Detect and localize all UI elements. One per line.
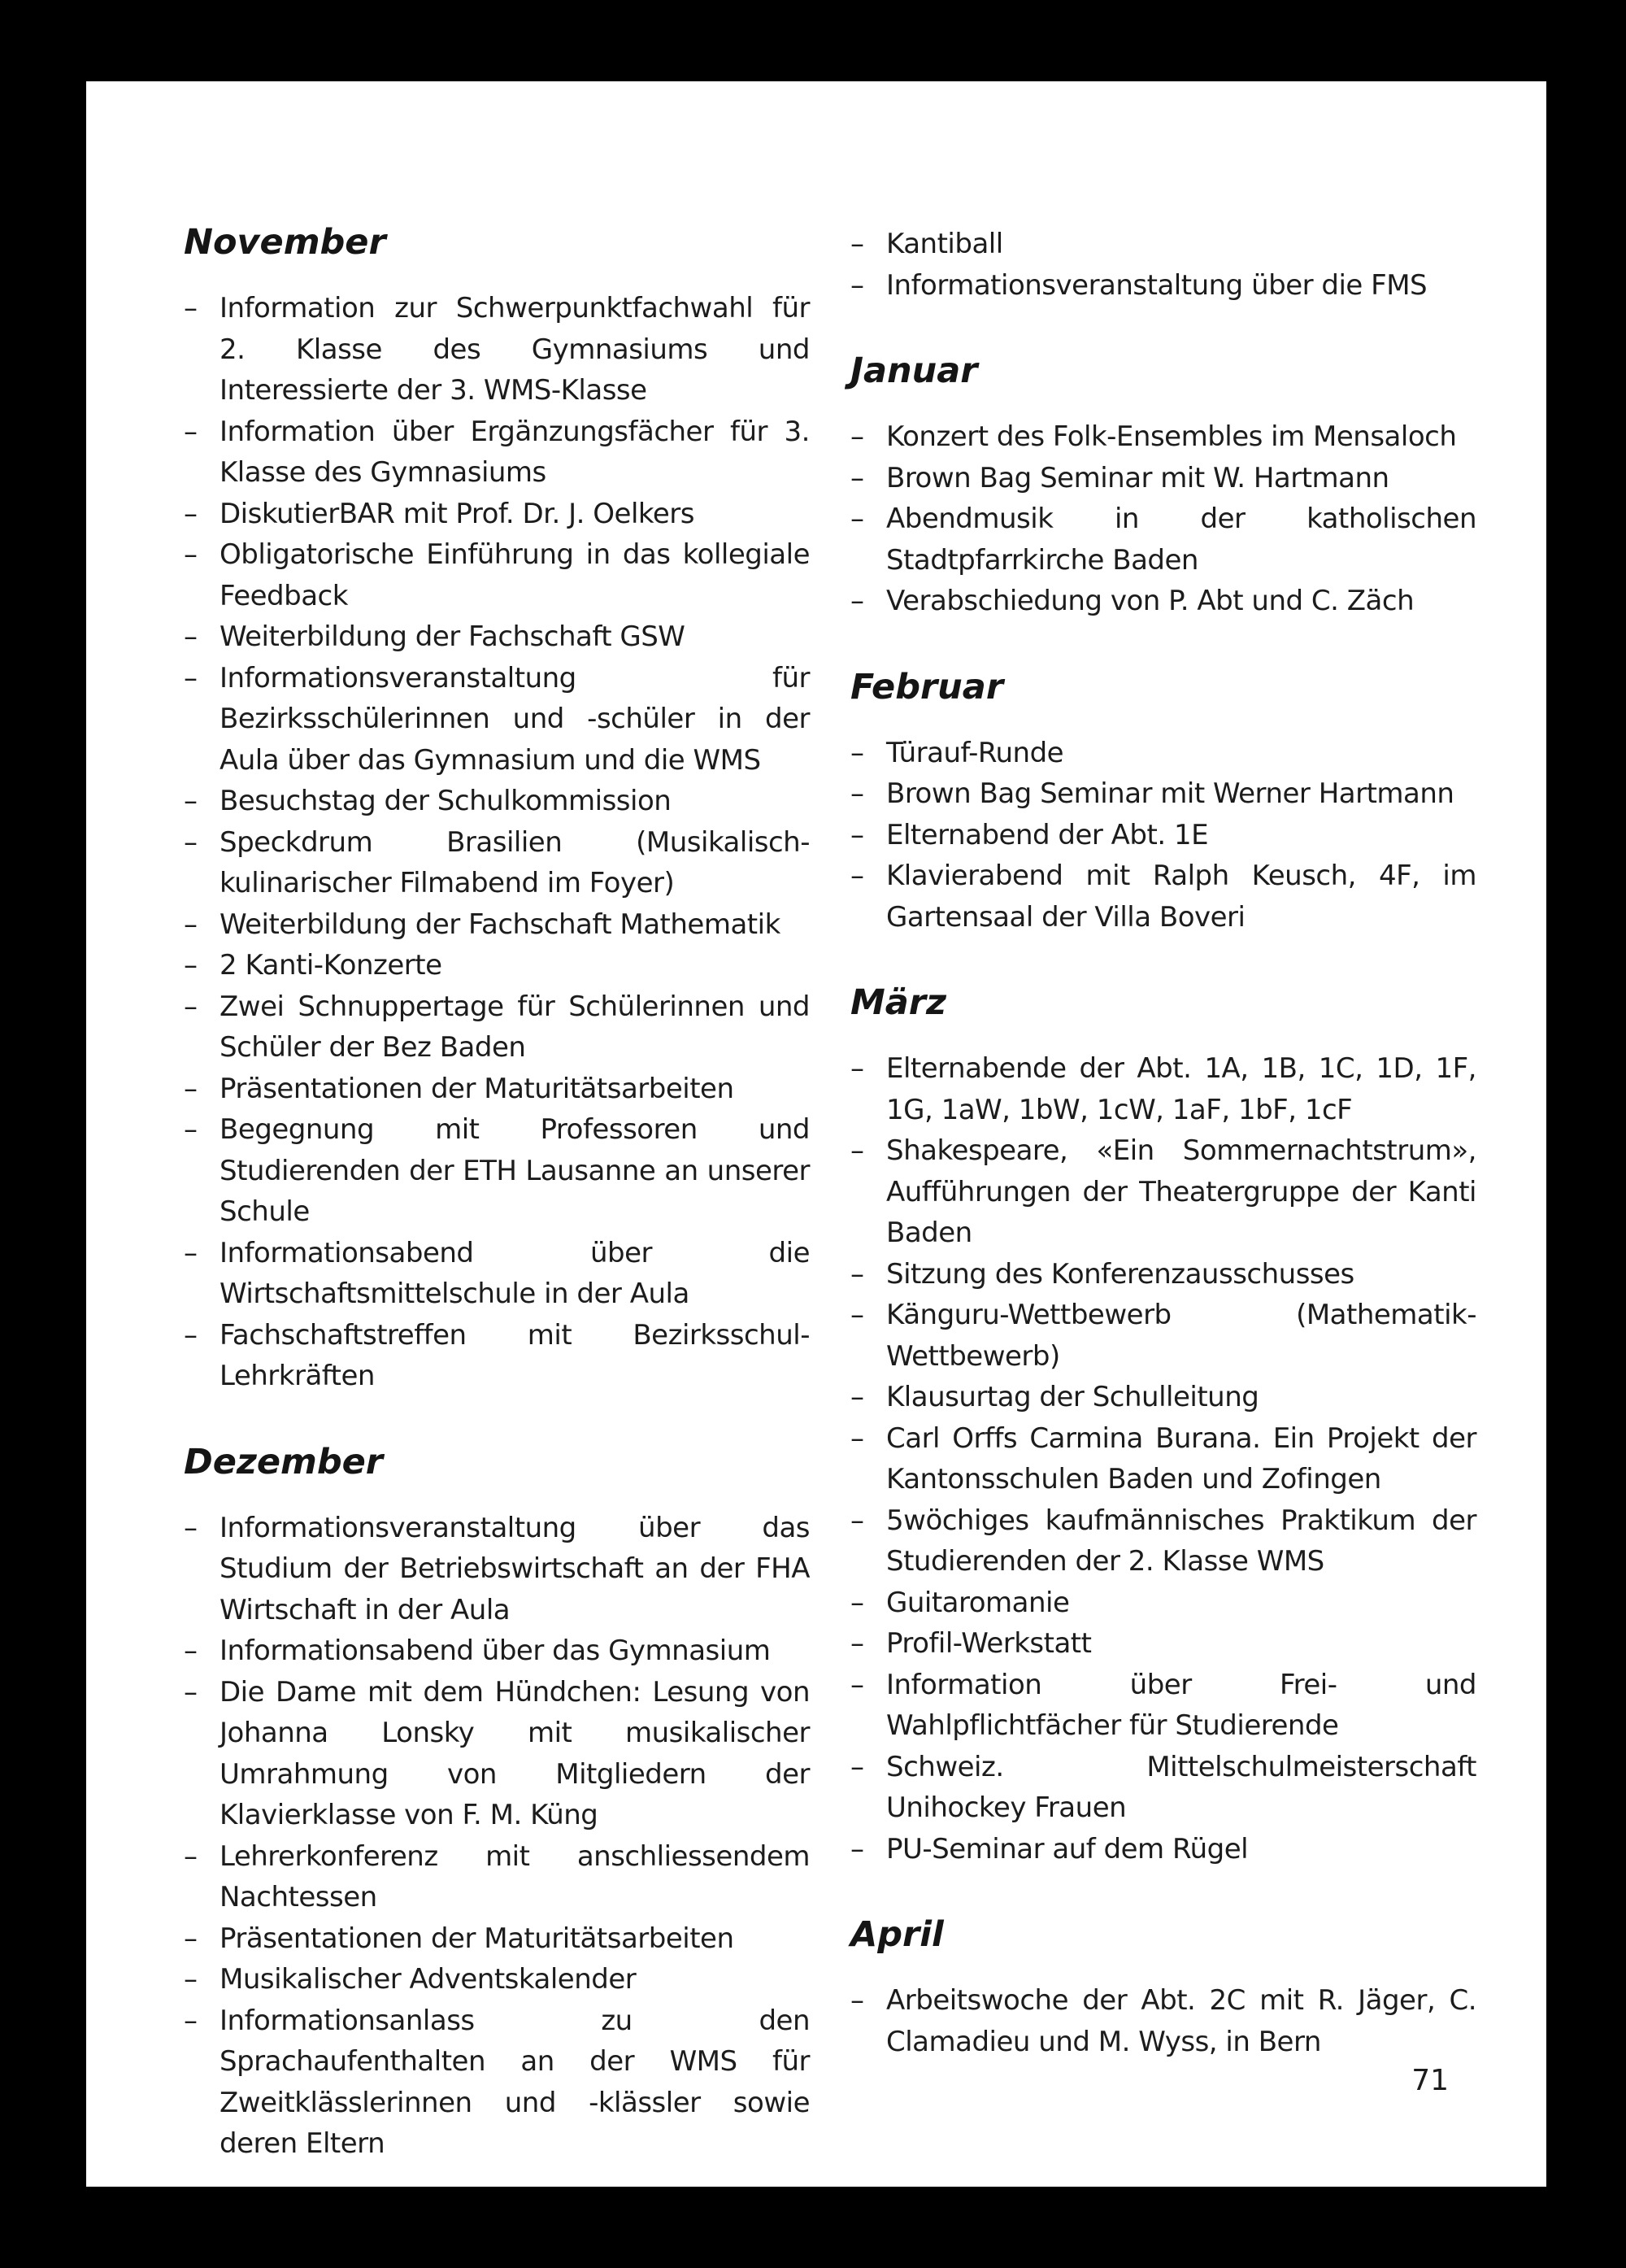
dash-bullet: –	[184, 1113, 198, 1146]
event-text: Klausurtag der Schulleitung	[886, 1381, 1259, 1413]
dash-bullet: –	[184, 785, 198, 817]
event-list-item	[850, 1665, 1476, 1747]
event-list-item	[184, 534, 810, 616]
dash-bullet: –	[850, 1134, 864, 1167]
event-text: Schweiz. Mittelschulmeisterschaft Unihockey Frauen	[886, 1750, 1476, 1824]
event-text: Musikalischer Adventskalender	[220, 1963, 637, 1996]
event-list-item	[850, 1130, 1476, 1254]
month-heading: Dezember	[184, 1441, 384, 1482]
event-list-item	[850, 1295, 1476, 1377]
event-list-item	[850, 224, 1476, 265]
dash-bullet: –	[184, 538, 198, 571]
event-text: Verabschiedung von P. Abt und C. Zäch	[886, 585, 1415, 617]
dash-bullet: –	[850, 1299, 864, 1331]
event-list-item	[850, 498, 1476, 581]
dash-bullet: –	[850, 268, 864, 302]
month-heading: April	[850, 1914, 944, 1955]
dash-bullet: –	[184, 661, 198, 694]
month-section	[850, 663, 1476, 938]
event-text: Carl Orffs Carmina Burana. Ein Projekt der Kantonsschulen Baden und Zofingen	[886, 1421, 1476, 1495]
dash-bullet: –	[850, 461, 864, 494]
page-number: 71	[1411, 2064, 1449, 2097]
event-text: Brown Bag Seminar mit Werner Hartmann	[886, 777, 1454, 810]
event-text: Sitzung des Konferenzausschusses	[886, 1257, 1354, 1291]
event-list-item	[184, 781, 810, 822]
dash-bullet: –	[184, 949, 198, 982]
dash-bullet: –	[850, 420, 864, 453]
event-text: Speckdrum Brasilien (Musikalisch-kulinarischer Filmabend im Foyer)	[220, 825, 810, 899]
event-text: Elternabende der Abt. 1A, 1B, 1C, 1D, 1F, 1G, 1aW, 1bW, 1cW, 1aF, 1bF, 1cF	[886, 1052, 1476, 1126]
event-list-item	[184, 1109, 810, 1233]
event-text: Information über Ergänzungsfächer für 3. Klasse des Gymnasiums	[220, 415, 810, 489]
document-page	[86, 81, 1546, 2187]
event-list-item	[850, 416, 1476, 458]
event-list-item	[184, 411, 810, 494]
event-text: Die Dame mit dem Hündchen: Lesung von Johanna Lonsky mit musikalischer Umrahmung von Mitgliedern der Klavierklasse von F. M. Küng	[220, 1675, 810, 1831]
event-list-item	[850, 855, 1476, 938]
dash-bullet: –	[184, 2004, 198, 2037]
event-text: Zwei Schnuppertage für Schülerinnen und Schüler der Bez Baden	[220, 990, 810, 1064]
event-list-item	[184, 658, 810, 781]
event-text: Information zur Schwerpunktfachwahl für 2. Klasse des Gymnasiums und Interessierte der 3. WMS-Klasse	[220, 292, 810, 407]
event-text: Känguru-Wettbewerb (Mathematik-Wettbewerb)	[886, 1299, 1476, 1373]
event-text: Klavierabend mit Ralph Keusch, 4F, im Gartensaal der Villa Boveri	[886, 860, 1476, 934]
event-text: Abendmusik in der katholischen Stadtpfarrkirche Baden	[886, 503, 1476, 577]
event-text: Elternabend der Abt. 1E	[886, 818, 1209, 851]
event-text: Begegnung mit Professoren und Studierenden der ETH Lausanne an unserer Schule	[220, 1113, 810, 1228]
event-list-item	[850, 733, 1476, 774]
event-list-item	[850, 1829, 1476, 1870]
dash-bullet: –	[850, 1586, 864, 1619]
event-list-item	[850, 1623, 1476, 1665]
event-text: Konzert des Folk-Ensembles im Mensaloch	[886, 420, 1457, 453]
event-text: Shakespeare, «Ein Sommernachtstrum», Aufführungen der Theatergruppe der Kanti Baden	[886, 1134, 1476, 1249]
event-list-item	[184, 1315, 810, 1397]
event-list	[850, 1048, 1476, 1870]
event-list-item	[850, 1582, 1476, 1624]
dash-bullet: –	[184, 1511, 198, 1544]
dash-bullet: –	[850, 1750, 864, 1783]
dash-bullet: –	[850, 1052, 864, 1085]
dash-bullet: –	[850, 1504, 864, 1537]
dash-bullet: –	[184, 1675, 198, 1709]
month-heading: Februar	[850, 666, 1004, 707]
event-list-item	[850, 458, 1476, 499]
event-text: Kantiball	[886, 228, 1003, 260]
month-section	[850, 224, 1476, 306]
event-list-item	[850, 581, 1476, 622]
event-list-item	[184, 1959, 810, 2000]
dash-bullet: –	[184, 620, 198, 653]
event-list-item	[850, 773, 1476, 815]
dash-bullet: –	[850, 1257, 864, 1291]
event-text: Besuchstag der Schulkommission	[220, 785, 672, 817]
event-list	[850, 1980, 1476, 2062]
month-section	[850, 346, 1476, 622]
event-text: Präsentationen der Maturitätsarbeiten	[220, 1922, 734, 1955]
event-list-item	[184, 945, 810, 986]
event-text: Informationsveranstaltung über das Studium der Betriebswirtschaft an der FHA Wirtschaft in der Aula	[220, 1511, 810, 1626]
event-list-item	[184, 986, 810, 1069]
dash-bullet: –	[184, 1072, 198, 1105]
event-list-item	[850, 1747, 1476, 1829]
event-list-item	[850, 1418, 1476, 1500]
event-text: Informationsveranstaltung für Bezirksschülerinnen und -schüler in der Aula über das Gymnasium und die WMS	[220, 661, 810, 777]
dash-bullet: –	[850, 1627, 864, 1660]
event-list-item	[184, 1069, 810, 1110]
dash-bullet: –	[184, 415, 198, 448]
event-list-item	[184, 1836, 810, 1918]
dash-bullet: –	[184, 908, 198, 941]
month-heading: Januar	[850, 350, 978, 391]
month-section	[184, 218, 810, 1397]
event-text: Guitaromanie	[886, 1586, 1070, 1619]
dash-bullet: –	[850, 1421, 864, 1455]
month-heading: März	[850, 982, 947, 1023]
event-text: DiskutierBAR mit Prof. Dr. J. Oelkers	[220, 497, 694, 530]
event-list-item	[850, 1377, 1476, 1418]
event-text: Informationsanlass zu den Sprachaufenthalten an der WMS für Zweitklässlerinnen und -klässler sowie deren Eltern	[220, 2004, 810, 2160]
event-list-item	[184, 1630, 810, 1672]
dash-bullet: –	[184, 1839, 198, 1873]
dash-bullet: –	[850, 1668, 864, 1701]
dash-bullet: –	[184, 1922, 198, 1955]
event-text: Fachschaftstreffen mit Bezirksschul-Lehrkräften	[220, 1318, 810, 1392]
event-list-item	[184, 1508, 810, 1631]
dash-bullet: –	[850, 585, 864, 617]
event-text: Profil-Werkstatt	[886, 1627, 1092, 1660]
event-text: Brown Bag Seminar mit W. Hartmann	[886, 461, 1389, 494]
event-text: Türauf-Runde	[886, 736, 1064, 769]
event-list-item	[184, 822, 810, 904]
event-text: PU-Seminar auf dem Rügel	[886, 1832, 1249, 1865]
dash-bullet: –	[184, 1963, 198, 1996]
event-list-item	[184, 1672, 810, 1836]
dash-bullet: –	[850, 736, 864, 769]
event-list	[850, 733, 1476, 938]
event-text: Präsentationen der Maturitätsarbeiten	[220, 1072, 734, 1105]
event-text: Informationsveranstaltung über die FMS	[886, 268, 1428, 302]
right-column	[850, 224, 1476, 2103]
dash-bullet: –	[850, 818, 864, 851]
month-heading: November	[184, 222, 386, 263]
dash-bullet: –	[184, 1318, 198, 1352]
left-column	[184, 218, 810, 2205]
month-section	[850, 1910, 1476, 2062]
event-text: Weiterbildung der Fachschaft Mathematik	[220, 908, 780, 941]
event-text: Informationsabend über die Wirtschaftsmittelschule in der Aula	[220, 1236, 810, 1310]
event-text: 2 Kanti-Konzerte	[220, 949, 442, 982]
dash-bullet: –	[184, 1635, 198, 1667]
event-text: Arbeitswoche der Abt. 2C mit R. Jäger, C. Clamadieu und M. Wyss, in Bern	[886, 1984, 1476, 2058]
event-list-item	[850, 1500, 1476, 1582]
dash-bullet: –	[850, 777, 864, 810]
event-list-item	[184, 904, 810, 946]
dash-bullet: –	[184, 497, 198, 530]
event-text: 5wöchiges kaufmännisches Praktikum der Studierenden der 2. Klasse WMS	[886, 1504, 1476, 1578]
dash-bullet: –	[850, 860, 864, 892]
event-list	[184, 1508, 810, 2165]
month-section	[850, 978, 1476, 1870]
event-list-item	[184, 494, 810, 535]
event-list-item	[184, 616, 810, 658]
event-text: Informationsabend über das Gymnasium	[220, 1635, 771, 1667]
dash-bullet: –	[850, 1381, 864, 1413]
dash-bullet: –	[184, 1236, 198, 1269]
event-list	[850, 416, 1476, 622]
event-list-item	[850, 1048, 1476, 1130]
event-list-item	[850, 1254, 1476, 1295]
dash-bullet: –	[850, 1832, 864, 1865]
event-list-item	[184, 1233, 810, 1315]
dash-bullet: –	[850, 503, 864, 535]
event-list-item	[850, 1980, 1476, 2062]
event-text: Obligatorische Einführung in das kollegiale Feedback	[220, 538, 810, 612]
event-text: Weiterbildung der Fachschaft GSW	[220, 620, 685, 653]
event-list-item	[184, 2000, 810, 2165]
dash-bullet: –	[850, 228, 864, 260]
event-list-item	[850, 815, 1476, 856]
event-list-item	[184, 288, 810, 411]
month-section	[184, 1438, 810, 2165]
event-list	[850, 224, 1476, 306]
dash-bullet: –	[184, 825, 198, 859]
event-list-item	[184, 1918, 810, 1960]
event-text: Information über Frei- und Wahlpflichtfächer für Studierende	[886, 1668, 1476, 1742]
event-list-item	[850, 265, 1476, 307]
event-text: Lehrerkonferenz mit anschliessendem Nachtessen	[220, 1839, 810, 1913]
dash-bullet: –	[184, 292, 198, 324]
event-list	[184, 288, 810, 1397]
dash-bullet: –	[850, 1984, 864, 2017]
dash-bullet: –	[184, 990, 198, 1023]
